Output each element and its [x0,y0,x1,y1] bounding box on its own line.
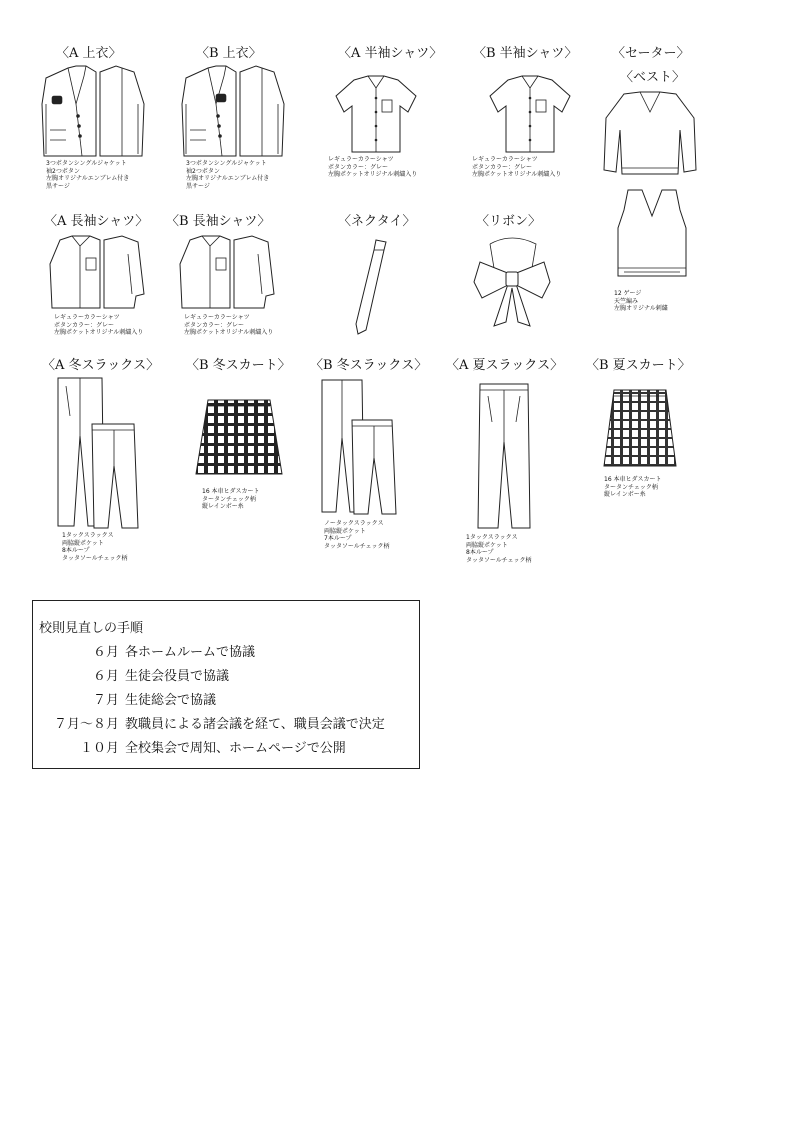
summer-slacks-a-illustration [474,382,534,532]
label-vest: 〈ベスト〉 [620,70,686,85]
label-necktie: 〈ネクタイ〉 [338,214,416,229]
label-a-long-shirt: 〈A 長袖シャツ〉 [44,214,149,229]
procedure-box [32,600,420,769]
label-b-jacket: 〈B 上衣〉 [196,46,262,61]
caption-a-short-shirt: レギュラーカラーシャツ ボタンカラー：グレー 左胸ポケットオリジナル刺繍入り [328,156,418,178]
caption-b-winter-slacks: ノータックスラックス 両脇縦ポケット 7本ループ タッタソールチェック柄 [324,520,390,550]
label-b-short-shirt: 〈B 半袖シャツ〉 [473,46,578,61]
caption-b-winter-skirt: 16 本車ヒダスカート タータンチェック柄 縦レインボー糸 [202,488,260,510]
necktie-illustration [346,238,396,338]
short-shirt-a-illustration [334,74,418,154]
short-shirt-b-illustration [488,74,572,154]
caption-a-jacket: 3つボタンシングルジャケット 袖2つボタン 左胸オリジナルエンブレム付き 黒サージ [46,160,130,190]
procedure-title: 校則見直しの手順 [39,621,144,636]
step-desc: 各ホームルームで協議 [125,645,256,660]
caption-b-short-shirt: レギュラーカラーシャツ ボタンカラー：グレー 左胸ポケットオリジナル刺繍入り [472,156,562,178]
long-shirt-b-illustration [176,234,276,310]
winter-slacks-b-illustration [318,378,408,516]
label-b-winter-slacks: 〈B 冬スラックス〉 [310,358,428,373]
step-desc: 教職員による諸会議を経て、職員会議で決定 [125,717,385,732]
sweater-illustration [602,90,698,178]
caption-b-jacket: 3つボタンシングルジャケット 袖2つボタン 左胸オリジナルエンブレム付き 黒サージ [186,160,270,190]
procedure-step [33,665,119,685]
step-desc: 生徒総会で協議 [125,693,217,708]
caption-vest: 12 ゲージ 天竺編み 左胸オリジナル刺繍 [614,290,668,312]
vest-illustration [614,188,690,278]
label-b-winter-skirt: 〈B 冬スカート〉 [186,358,291,373]
ribbon-illustration [470,236,554,330]
summer-skirt-b-illustration [602,388,678,470]
label-ribbon: 〈リボン〉 [476,214,542,229]
label-a-winter-slacks: 〈A 冬スラックス〉 [42,358,160,373]
step-month: ６月 [92,669,119,684]
jacket-a-illustration [38,64,148,158]
label-sweater: 〈セーター〉 [612,46,690,61]
label-a-summer-slacks: 〈A 夏スラックス〉 [446,358,564,373]
caption-a-summer-slacks: 1タックスラックス 両脇縦ポケット 8本ループ タッタソールチェック柄 [466,534,532,564]
procedure-step [33,737,119,757]
step-month: ７月 [92,693,119,708]
jacket-b-illustration [178,64,288,158]
step-month: ７月～８月 [53,717,119,732]
step-month: ６月 [92,645,119,660]
long-shirt-a-illustration [46,234,146,310]
label-a-jacket: 〈A 上衣〉 [56,46,122,61]
procedure-step [33,689,119,709]
caption-a-long-shirt: レギュラーカラーシャツ ボタンカラー：グレー 左胸ポケットオリジナル刺繍入り [54,314,144,336]
winter-skirt-b-illustration [194,398,284,478]
caption-b-summer-skirt: 16 本車ヒダスカート タータンチェック柄 縦レインボー糸 [604,476,662,498]
step-month: １０月 [79,741,119,756]
winter-slacks-a-illustration [52,376,148,532]
procedure-step [33,641,119,661]
caption-b-long-shirt: レギュラーカラーシャツ ボタンカラー：グレー 左胸ポケットオリジナル刺繍入り [184,314,274,336]
caption-a-winter-slacks: 1タックスラックス 両脇縦ポケット 8本ループ タッタソールチェック柄 [62,532,128,562]
label-b-summer-skirt: 〈B 夏スカート〉 [586,358,691,373]
label-a-short-shirt: 〈A 半袖シャツ〉 [338,46,443,61]
step-desc: 生徒会役員で協議 [125,669,230,684]
procedure-step [33,713,119,733]
label-b-long-shirt: 〈B 長袖シャツ〉 [166,214,271,229]
step-desc: 全校集会で周知、ホームページで公開 [125,741,346,756]
